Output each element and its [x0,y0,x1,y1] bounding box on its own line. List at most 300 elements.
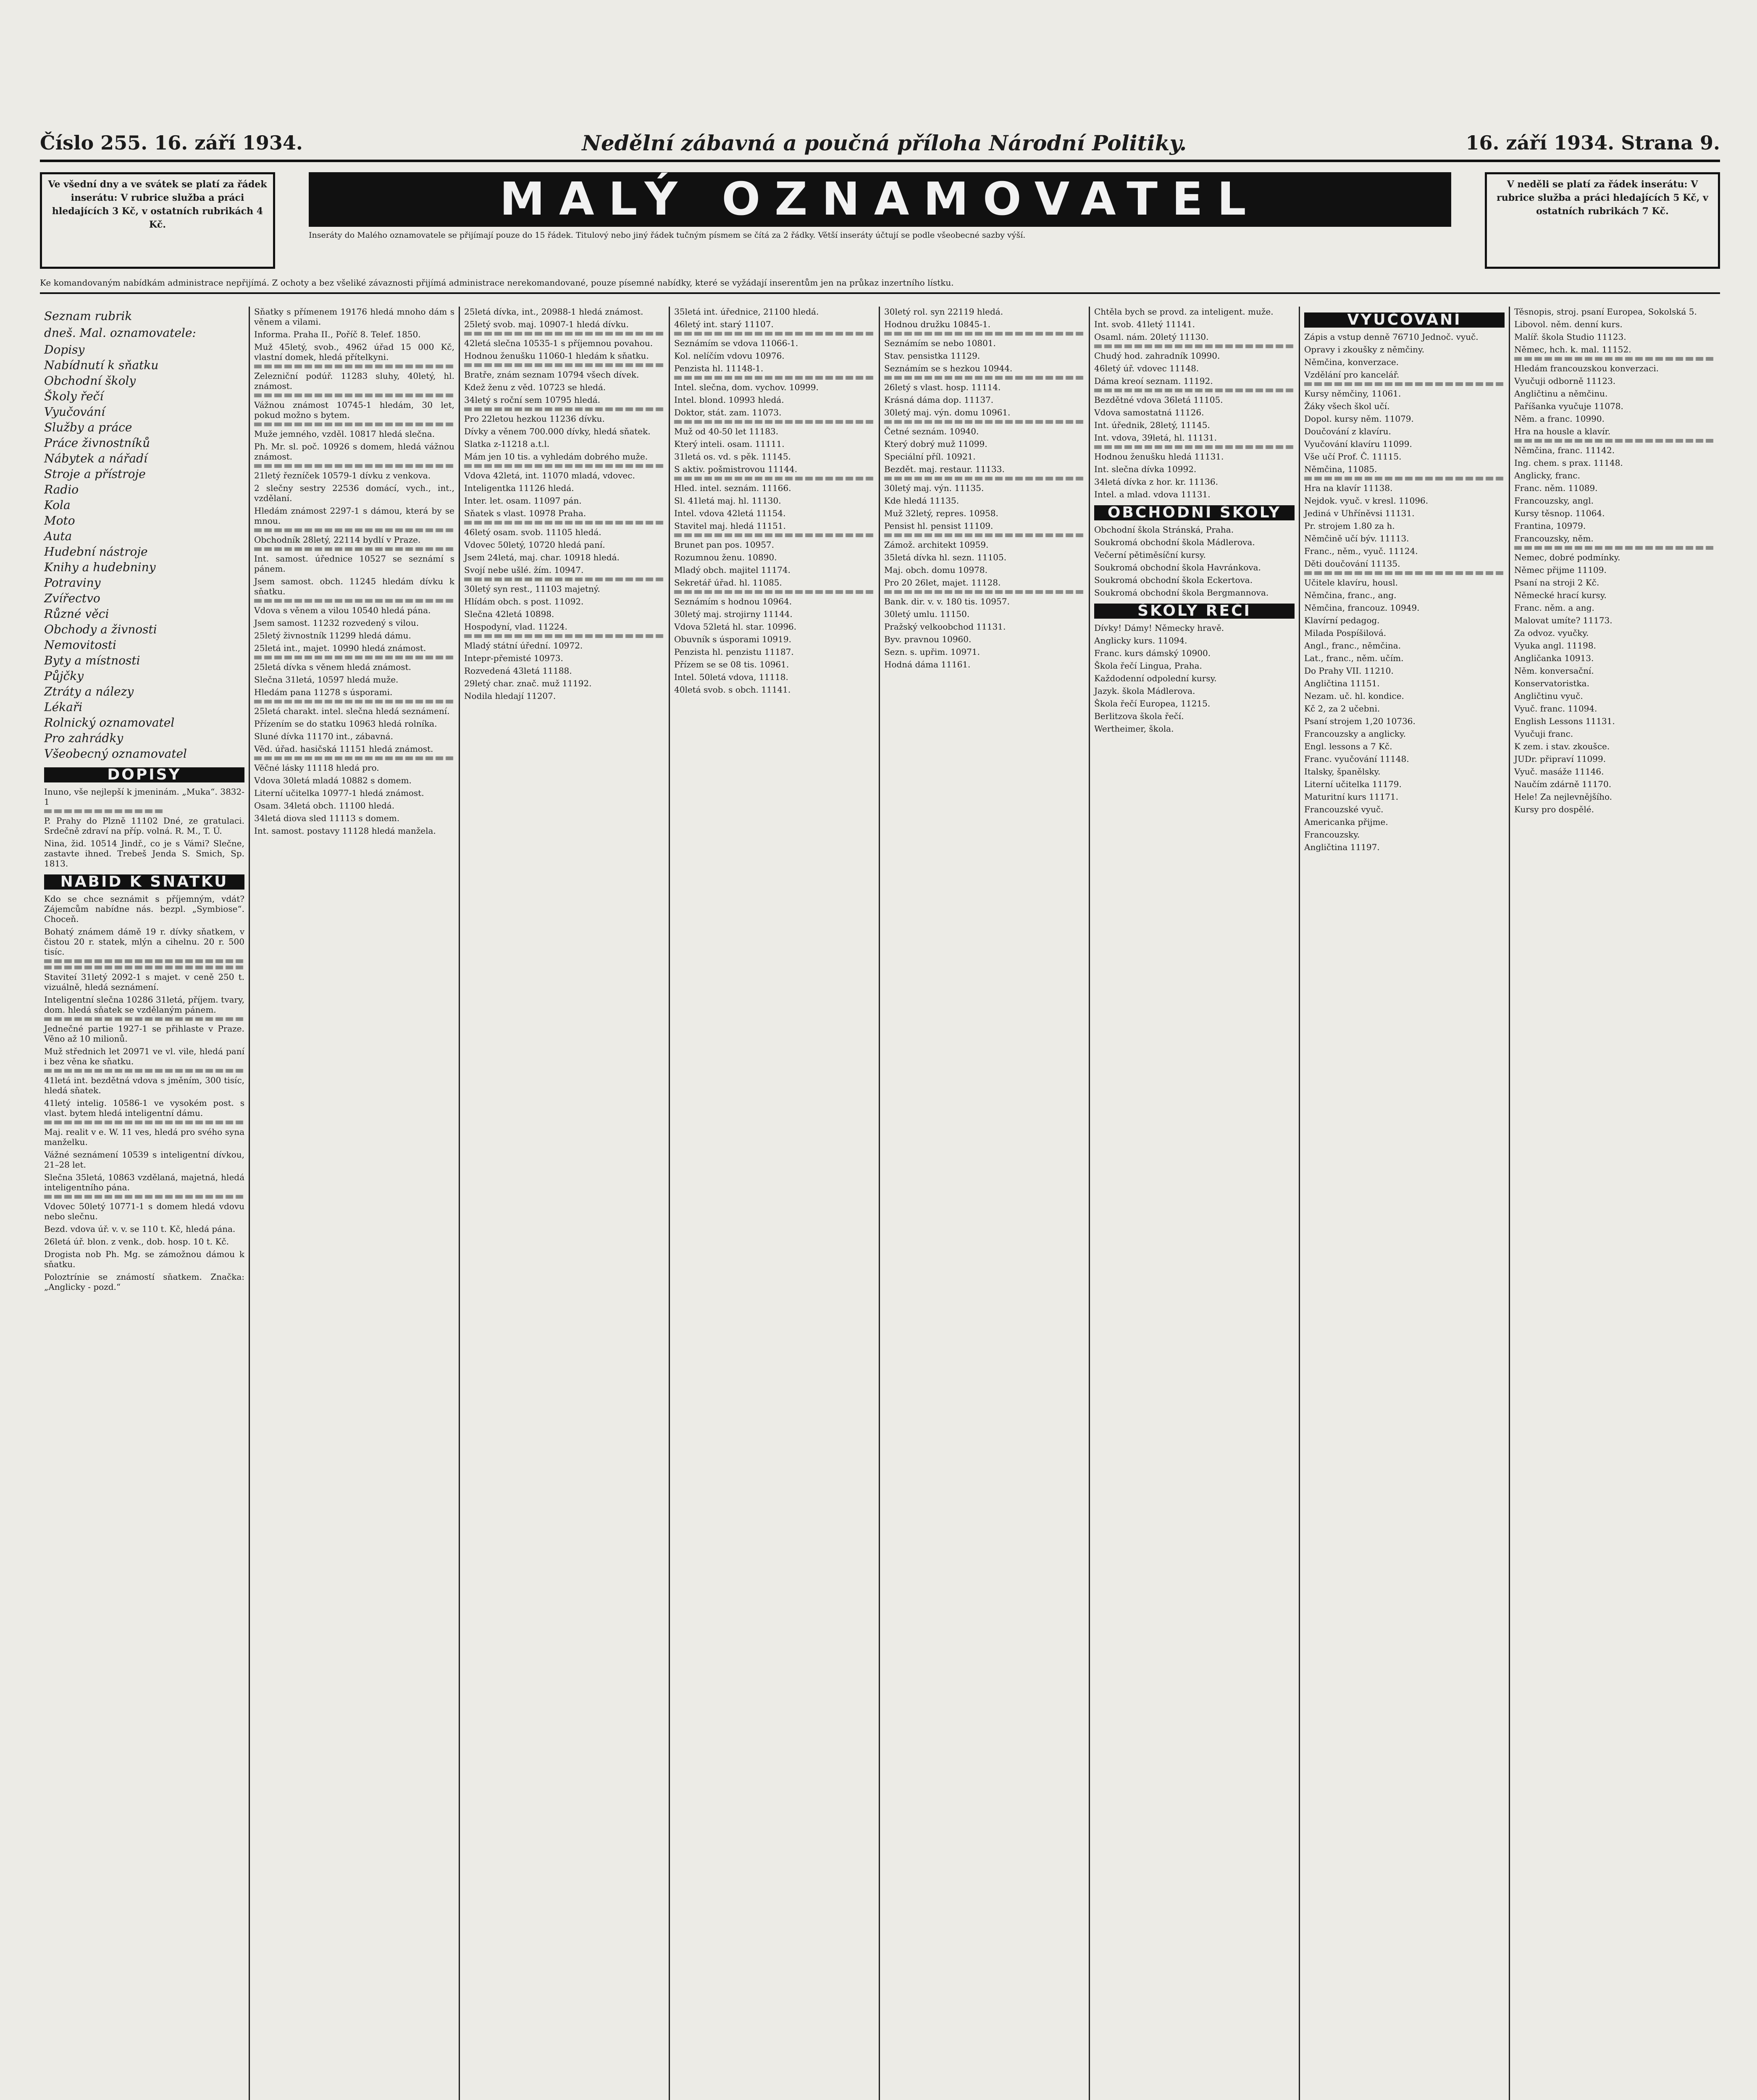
ad: Doktor, stát. zam. 11073. [674,407,782,417]
ad: Dívky a věnem 700.000 dívky, hledá sňatek. [464,426,651,436]
newspaper-page [40,126,1720,2100]
ad: Osaml. nám. 20letý 11130. [1094,332,1209,342]
ad: Intel. slečna, dom. vychov. 10999. [674,382,819,392]
ad: Speciální příl. 10921. [884,452,976,462]
ad: Italsky, španělsky. [1304,766,1381,777]
ad: 46letý osam. svob. 11105 hledá. [464,527,601,537]
ad: Vyučuji odborně 11123. [1514,376,1616,386]
ad: P. Prahy do Plzně 11102 Dné, ze gratulaci. Srdečně zdraví na příp. volná. R. M., T. Ú. [44,816,244,836]
ad: Franc. kurs dámský 10900. [1094,648,1211,658]
ad: Int. samost. postavy 11128 hledá manžela. [254,826,436,836]
ad: Jazyk. škola Mádlerova. [1094,686,1195,696]
ad: Vdovec 50letý 10771-1 s domem hledá vdovu nebo slečnu. [44,1201,244,1221]
column-2 [250,307,460,2100]
ad: Seznámím se vdova 11066-1. [674,338,798,348]
section-header-vyucovani: VYUČOVÁNÍ [1304,312,1505,328]
text-line [254,700,454,704]
ad: Naučím zdárně 11170. [1514,779,1612,789]
text-line [674,376,875,380]
ad: Mladý státní úřední. 10972. [464,640,583,651]
ad: Literní učitelka 11179. [1304,779,1402,789]
ad: 34letý s roční sem 10795 hledá. [464,395,601,405]
section-header-snatek: NABÍD K SŇATKU [44,874,244,890]
toc-item: Nábytek a nářadí [44,452,147,465]
text-line [44,959,244,963]
text-line [254,423,454,426]
toc-item: Kola [44,498,71,512]
ad: Děti doučování 11135. [1304,559,1400,569]
toc-item: Rolnický oznamovatel [44,716,175,730]
text-line [884,477,1085,480]
ad: Soukromá obchodní škola Eckertova. [1094,575,1253,585]
ad: 40letá svob. s obch. 11141. [674,685,791,695]
toc-item: Všeobecný oznamovatel [44,747,187,761]
toc-item: Ztráty a nálezy [44,685,134,698]
ad: Věčné lásky 11118 hledá pro. [254,763,379,773]
section-header-dopisy: DOPISY [44,767,244,782]
ad: Anglicky kurs. 11094. [1094,635,1187,646]
toc-item: Práce živnostníků [44,436,150,450]
text-line [254,394,454,397]
ad: Slečna 42letá 10898. [464,609,554,619]
ad: Jediná v Uhříněvsi 11131. [1304,508,1415,518]
ad: Vážnou známost 10745-1 hledám, 30 let, pokud možno s bytem. [254,400,454,420]
ad: Franc. vyučování 11148. [1304,754,1409,764]
text-line [464,578,664,581]
ad: Staviteí 31letý 2092-1 s majet. v ceně 250 t. vizuálně, hledá seznámení. [44,972,244,992]
text-line [44,1195,244,1199]
ad: Kol. nelíčím vdovu 10976. [674,351,785,361]
ad: Maturitní kurs 11171. [1304,792,1399,802]
ad: Slatka z-11218 a.t.l. [464,439,550,449]
toc-subtitle: dneš. Mal. oznamovatele: [44,326,196,340]
ad: 2 slečny sestry 22536 domácí, vych., int., vzdělaní. [254,483,454,503]
ad: Kč 2, za 2 učebni. [1304,704,1380,714]
ad: 30letý maj. strojirny 11144. [674,609,793,619]
ad: Každodenní odpolední kursy. [1094,673,1217,683]
ad: Jednečné partie 1927-1 se přihlaste v Praze. Věno až 10 milionů. [44,1024,244,1044]
ad: Hled. intel. seznám. 11166. [674,483,791,493]
column-8 [1510,307,1720,2100]
ad: Svojí nebe ušlé. žím. 10947. [464,565,584,575]
ad: 30letý rol. syn 22119 hledá. [884,307,1003,317]
ad: Informa. Praha II., Poříč 8. Telef. 1850. [254,329,421,339]
ad: Int. slečna dívka 10992. [1094,464,1197,474]
ad: Brunet pan pos. 10957. [674,540,775,550]
ad: Škola řečí Europea, 11215. [1094,698,1211,709]
ad: Věd. úřad. hasičská 11151 hledá známost. [254,744,433,754]
ad: Vdova 30letá mladá 10882 s domem. [254,775,412,785]
column-6 [1090,307,1300,2100]
masthead-rules: Inseráty do Malého oznamovatele se přijímají pouze do 15 řádek. Titulový nebo jiný řádek tučným písmem se čítá za 2 řádky. Větší inseráty účtují se podle všeobecné sazby výší. [309,231,1026,240]
ad: 30letý umlu. 11150. [884,609,970,619]
ad: Francouzsky. [1304,830,1360,840]
ad: Francouzské vyuč. [1304,804,1384,814]
text-line [44,1017,244,1021]
ad: Int. úřednik, 28letý, 11145. [1094,420,1210,430]
text-line [1094,344,1295,348]
text-line [884,332,1085,336]
ad: Sekretář úřad. hl. 11085. [674,578,782,588]
ad: Vzdělání pro kancelář. [1304,370,1400,380]
text-line [1514,546,1716,550]
ad: Němčina, franc. 11142. [1514,445,1615,455]
running-header [40,126,1720,162]
text-line [674,420,875,424]
ad: Osam. 34letá obch. 11100 hledá. [254,801,395,811]
toc-item: Hudební nástroje [44,545,148,559]
ad: Těsnopis, stroj. psaní Europea, Sokolská 5. [1514,307,1697,317]
ad: Intel. 50letá vdova, 11118. [674,672,788,682]
header-issue: Číslo 255. 16. září 1934. [40,131,303,154]
ad: Hodnou ženušku 11060-1 hledám k sňatku. [464,351,649,361]
ad: 31letá os. vd. s pěk. 11145. [674,452,791,462]
toc-item: Půjčky [44,669,84,683]
ad: Angličtina 11197. [1304,842,1380,852]
text-line [1094,388,1295,392]
column-3 [460,307,670,2100]
ad: 26letý s vlast. hosp. 11114. [884,382,1001,392]
text-line [44,809,164,813]
ad: Wertheimer, škola. [1094,724,1174,734]
ad: 34letá dívka z hor. kr. 11136. [1094,477,1218,487]
text-line [44,966,244,969]
ad: Za odvoz. vyučky. [1514,628,1589,638]
header-page: 16. září 1934. Strana 9. [1465,131,1720,154]
ad: 41letá int. bezdětná vdova s jměním, 300 tisíc, hledá sňatek. [44,1075,244,1095]
ad: Inuno, vše nejlepší k jmeninám. „Muka“. 3832-1 [44,787,244,807]
ad: Německé hrací kursy. [1514,590,1607,600]
ad: Intel. a mlad. vdova 11131. [1094,489,1211,499]
ad: Vdova samostatná 11126. [1094,407,1204,417]
ad: Vdovec 50letý, 10720 hledá paní. [464,540,605,550]
ad: Vše učí Prof. Č. 11115. [1304,452,1402,462]
ad: Franc. něm. a ang. [1514,603,1594,613]
ad: 35letá dívka hl. sezn. 11105. [884,552,1007,562]
ad: 34letá diova sled 11113 s domem. [254,813,400,823]
ad: Klavírní pedagog. [1304,615,1380,625]
text-line [464,634,664,638]
ad: Muž střednich let 20971 ve vl. vile, hledá paní i bez věna ke sňatku. [44,1046,244,1066]
toc-item: Obchodní školy [44,374,136,388]
ad: Stavitel maj. hledá 11151. [674,521,786,531]
ad: Chudý hod. zahradník 10990. [1094,351,1220,361]
ad: JUDr. připraví 11099. [1514,754,1606,764]
ad: Intepr-přemisté 10973. [464,653,563,663]
text-line [1514,439,1716,443]
text-line [464,464,664,468]
ad: Četné seznám. 10940. [884,426,979,436]
ad: K zem. i stav. zkoušce. [1514,741,1610,751]
ad: 41letý intelig. 10586-1 ve vysokém post. s vlast. bytem hledá inteligentní dámu. [44,1098,244,1118]
section-header-obchodni-skoly: OBCHODNÍ ŠKOLY [1094,505,1295,520]
toc-item: Obchody a živnosti [44,622,157,636]
ad: Sl. 41letá maj. hl. 11130. [674,496,781,506]
ad: Angličtinu vyuč. [1514,691,1583,701]
toc-item: Pro zahrádky [44,731,123,745]
ad: Obuvník s úsporami 10919. [674,634,791,644]
ad: Hele! Za nejlevnějšího. [1514,792,1613,802]
ad: Bratře, znám seznam 10794 všech dívek. [464,370,639,380]
ad: Škola řečí Lingua, Praha. [1094,661,1202,671]
ad: Jsem samost. obch. 11245 hledám dívku k sňatku. [254,576,454,596]
ad: Vdova 52letá hl. star. 10996. [674,622,797,632]
ad: Jsem 24letá, maj. char. 10918 hledá. [464,552,620,562]
ad: Penzista hl. 11148-1. [674,363,764,373]
ad: Nodila hledají 11207. [464,691,556,701]
ad: Soukromá obchodní škola Mádlerova. [1094,537,1255,547]
text-line [44,1121,244,1124]
ad: Pro 20 26let, majet. 11128. [884,578,1001,588]
toc-item: Knihy a hudebniny [44,560,156,574]
text-line [254,599,454,603]
ad: Sluné dívka 11170 int., zábavná. [254,731,393,741]
admin-notice: Ke komandovaným nabídkám administrace nepřijímá. Z ochoty a bez všeliké závaznosti přijímá administrace nerekomandované, pouze písemné nabídky, které se vyžádají inserentům jen na průkaz inzertního lístku. [40,277,1720,294]
text-line [884,420,1085,424]
ad: Kursy němčiny, 11061. [1304,388,1401,399]
ad: Hledám známost 2297-1 s dámou, která by se mnou. [254,506,454,526]
text-line [464,521,664,525]
text-line [674,533,875,537]
ad: Jsem samost. 11232 rozvedený s vilou. [254,618,419,628]
toc-item: Nabídnutí k sňatku [44,358,159,372]
text-line [464,407,664,411]
ad: Žáky všech škol učí. [1304,401,1390,411]
ad: Vyuka angl. 11198. [1514,640,1596,651]
ad: 21letý řezníček 10579-1 dívku z venkova. [254,470,431,480]
ad: S aktiv. pošmistrovou 11144. [674,464,798,474]
toc-item: Lékaři [44,700,83,714]
ad: Malovat umíte? 11173. [1514,615,1613,625]
ad: Mladý obch. majitel 11174. [674,565,791,575]
ad: Angličtinu a němčinu. [1514,388,1608,399]
ad: Němec, hch. k. mal. 11152. [1514,344,1631,354]
ad: Stav. pensistka 11129. [884,351,980,361]
ad: Který inteli. osam. 11111. [674,439,785,449]
toc-item: Dopisy [44,343,85,357]
toc-item: Radio [44,483,79,496]
ad: Chtěla bych se provd. za inteligent. muže. [1094,307,1274,317]
ad: Dáma kreoí seznam. 11192. [1094,376,1213,386]
ad: Poloztrínie se známostí sňatkem. Značka: „Anglicky - pozd.“ [44,1272,244,1292]
ad: Bezd. vdova úř. v. v. se 110 t. Kč, hledá pána. [44,1224,236,1234]
text-line [1514,357,1716,361]
toc-item: Nemovitosti [44,638,116,652]
text-line [1304,571,1505,575]
ad: Zámož. architekt 10959. [884,540,989,550]
text-line [254,656,454,659]
text-line [44,1069,244,1073]
ad: Který dobrý muž 11099. [884,439,987,449]
text-line [1094,445,1295,449]
text-line [674,332,875,336]
ad: Libovol. něm. denní kurs. [1514,319,1623,329]
ad: Němčina, konverzace. [1304,357,1399,367]
ad: Inter. let. osam. 11097 pán. [464,496,582,506]
ad: Doučování z klavíru. [1304,426,1391,436]
masthead [309,172,1451,269]
ad: Byv. pravnou 10960. [884,634,972,644]
weekday-rates-box: Ve všední dny a ve svátek se platí za řádek inserátu: V rubrice služba a práci hledajících 3 Kč, v ostatních rubrikách 4 Kč. [40,172,275,269]
ad: Angl., franc., němčina. [1304,640,1401,651]
ad: Dopol. kursy něm. 11079. [1304,414,1414,424]
ad: 46letý int. starý 11107. [674,319,774,329]
text-line [674,590,875,594]
text-line [254,547,454,551]
ad: Milada Pospíšilová. [1304,628,1387,638]
ad: Penzista hl. penzistu 11187. [674,647,794,657]
toc-item: Zvířectvo [44,591,100,605]
toc-title: Seznam rubrik [44,309,132,323]
text-line [1304,477,1505,480]
ad: Slečna 31letá, 10597 hledá muže. [254,675,399,685]
ad: Franc. něm. 11089. [1514,483,1598,493]
section-header-skoly-reci: ŠKOLY ŘEČÍ [1094,604,1295,619]
ad: Mám jen 10 tis. a vyhledám dobrého muže. [464,452,648,462]
ad: Americanka přijme. [1304,817,1388,827]
ad: 30letý maj. výn. domu 10961. [884,407,1011,417]
text-line [254,464,454,468]
ad: Hodná dáma 11161. [884,659,971,669]
ad: Intel. blond. 10993 hledá. [674,395,784,405]
ad: Bezdětné vdova 36letá 11105. [1094,395,1223,405]
ad: Vdova s věnem a vilou 10540 hledá pána. [254,605,431,615]
ad: 42letá slečna 10535-1 s příjemnou povahou. [464,338,653,348]
ad: Němčina, francouz. 10949. [1304,603,1420,613]
ad: Inteligentka 11126 hledá. [464,483,574,493]
ad: Němčině učí býv. 11113. [1304,533,1409,543]
column-5 [880,307,1090,2100]
ad: Bank. dir. v. v. 180 tis. 10957. [884,596,1010,606]
column-7 [1300,307,1510,2100]
column-1 [40,307,250,2100]
ad: Hledám pana 11278 s úsporami. [254,687,393,697]
ad: Nemec, dobré podmínky. [1514,552,1620,562]
toc-item: Vyučování [44,405,105,419]
ad: Francouzsky a anglicky. [1304,729,1406,739]
text-line [254,756,454,760]
ad: 46letý úř. vdovec 11148. [1094,363,1199,373]
ad: Kursy těsnop. 11064. [1514,508,1605,518]
ad: Němčina, franc., ang. [1304,590,1397,600]
ad: Literní učitelka 10977-1 hledá známost. [254,788,424,798]
ad: Do Prahy VII. 11210. [1304,666,1394,676]
ad: Krásná dáma dop. 11137. [884,395,994,405]
ad: Nina, žid. 10514 Jindř., co je s Vámi? Slečne, zastavte ihned. Trebeš Jenda S. Smich, Sp. 1813. [44,838,244,869]
ad: 30letý syn rest., 11103 majetný. [464,584,600,594]
classified-columns [40,307,1720,2100]
ad: 30letý maj. výn. 11135. [884,483,984,493]
ad: 26letá úř. blon. z venk., dob. hosp. 10 t. Kč. [44,1236,229,1247]
ad: Vážné seznámení 10539 s inteligentní dívkou, 21–28 let. [44,1150,244,1170]
ad: Maj. obch. domu 10978. [884,565,987,575]
ad: Francouzsky, něm. [1514,533,1594,543]
ad: Rozvedená 43letá 11188. [464,666,572,676]
toc-item: Různé věci [44,607,109,621]
masthead-banner [40,172,1720,294]
ad: Pr. strojem 1.80 za h. [1304,521,1395,531]
ad: Kursy pro dospělé. [1514,804,1594,814]
toc-item: Byty a místnosti [44,654,140,667]
ad: Obchodní škola Stránská, Praha. [1094,525,1234,535]
ad: Drogista nob Ph. Mg. se zámožnou dámou k sňatku. [44,1249,244,1269]
toc-list [44,342,244,761]
ad: 25letá int., majet. 10990 hledá známost. [254,643,426,653]
toc-item: Potraviny [44,576,101,590]
ad: Sňatky s přímenem 19176 hledá mnoho dám s věnem a vilami. [254,307,454,327]
ad: Engl. lessons a 7 Kč. [1304,741,1392,751]
ad: 25letý svob. maj. 10907-1 hledá dívku. [464,319,629,329]
ad: Němec přijme 11109. [1514,565,1607,575]
ad: Seznámím se s hezkou 10944. [884,363,1013,373]
ad: Int. vdova, 39letá, hl. 11131. [1094,433,1217,443]
ad: Něm. konversační. [1514,666,1594,676]
ad: Hlídám obch. s post. 11092. [464,596,584,606]
text-line [884,376,1085,380]
ad: Učitele klavíru, housl. [1304,578,1398,588]
ad: Kdo se chce seznámit s příjemným, vdát? Zájemcům nabídne nás. bezpl. „Symbiose“. Choceň. [44,894,244,924]
ad: Slečna 35letá, 10863 vzdělaná, majetná, hledá inteligentního pána. [44,1172,244,1192]
ad: Int. svob. 41letý 11141. [1094,319,1195,329]
ad: Int. samost. úřednice 10527 se seznámí s pánem. [254,554,454,574]
ad: 25letá charakt. intel. slečna hledá seznámení. [254,706,450,716]
text-line [674,477,875,480]
ad: Muže jemného, vzděl. 10817 hledá slečna. [254,429,435,439]
ad: Kdež ženu z věd. 10723 se hledá. [464,382,606,392]
ad: Obchodník 28letý, 22114 bydlí v Praze. [254,535,421,545]
ad: Dívky! Dámy! Německy hravě. [1094,623,1224,633]
ad: Ing. chem. s prax. 11148. [1514,458,1623,468]
ad: Vyučuji franc. [1514,729,1573,739]
ad: Vyuč. masáže 11146. [1514,766,1604,777]
ad: Hledám francouzskou konverzaci. [1514,363,1659,373]
ad: Pensist hl. pensist 11109. [884,521,993,531]
text-line [464,363,664,367]
sunday-rates-box: V neděli se platí za řádek inserátu: V rubrice služba a práci hledajících 5 Kč, v ostatních rubrikách 7 Kč. [1485,172,1720,269]
ad: Vdova 42letá, int. 11070 mladá, vdovec. [464,470,635,480]
ad: 25letá dívka, int., 20988-1 hledá známost. [464,307,643,317]
ad: Konservatoristka. [1514,678,1589,688]
ad: Pražský velkoobchod 11131. [884,622,1006,632]
ad: Bohatý známem dámě 19 r. dívky sňatkem, v čistou 20 r. statek, mlýn a cihelnu. 20 r. 500 tisíc. [44,927,244,957]
text-line [884,590,1085,594]
toc-item: Školy řečí [44,389,104,403]
ad: Angličanka 10913. [1514,653,1594,663]
ad: Zelezniční podúř. 11283 sluhy, 40letý, hl. známost. [254,371,454,391]
ad: 29letý char. znač. muž 11192. [464,678,592,688]
toc-item: Auta [44,529,72,543]
ad: Soukromá obchodní škola Havránkova. [1094,562,1261,572]
ad: Angličtina 11151. [1304,678,1380,688]
ad: Intel. vdova 42letá 11154. [674,508,786,518]
ad: Hra na klavír 11138. [1304,483,1393,493]
ad: Psaní na stroji 2 Kč. [1514,578,1599,588]
text-line [884,533,1085,537]
ad: Nezam. uč. hl. kondice. [1304,691,1404,701]
ad: Psaní strojem 1,20 10736. [1304,716,1416,726]
ad: Hospodyní, vlad. 11224. [464,622,567,632]
ad: English Lessons 11131. [1514,716,1615,726]
ad: Přízením se do statku 10963 hledá rolníka. [254,719,437,729]
ad: 25letý živnostník 11299 hledá dámu. [254,630,411,640]
text-line [464,332,664,336]
ad: Frantina, 10979. [1514,521,1586,531]
ad: Ph. Mr. sl. poč. 10926 s domem, hledá vážnou známost. [254,441,454,462]
ad: Paříšanka vyučuje 11078. [1514,401,1623,411]
ad: Kde hledá 11135. [884,496,959,506]
ad: Něm. a franc. 10990. [1514,414,1605,424]
ad: Seznámím s hodnou 10964. [674,596,792,606]
